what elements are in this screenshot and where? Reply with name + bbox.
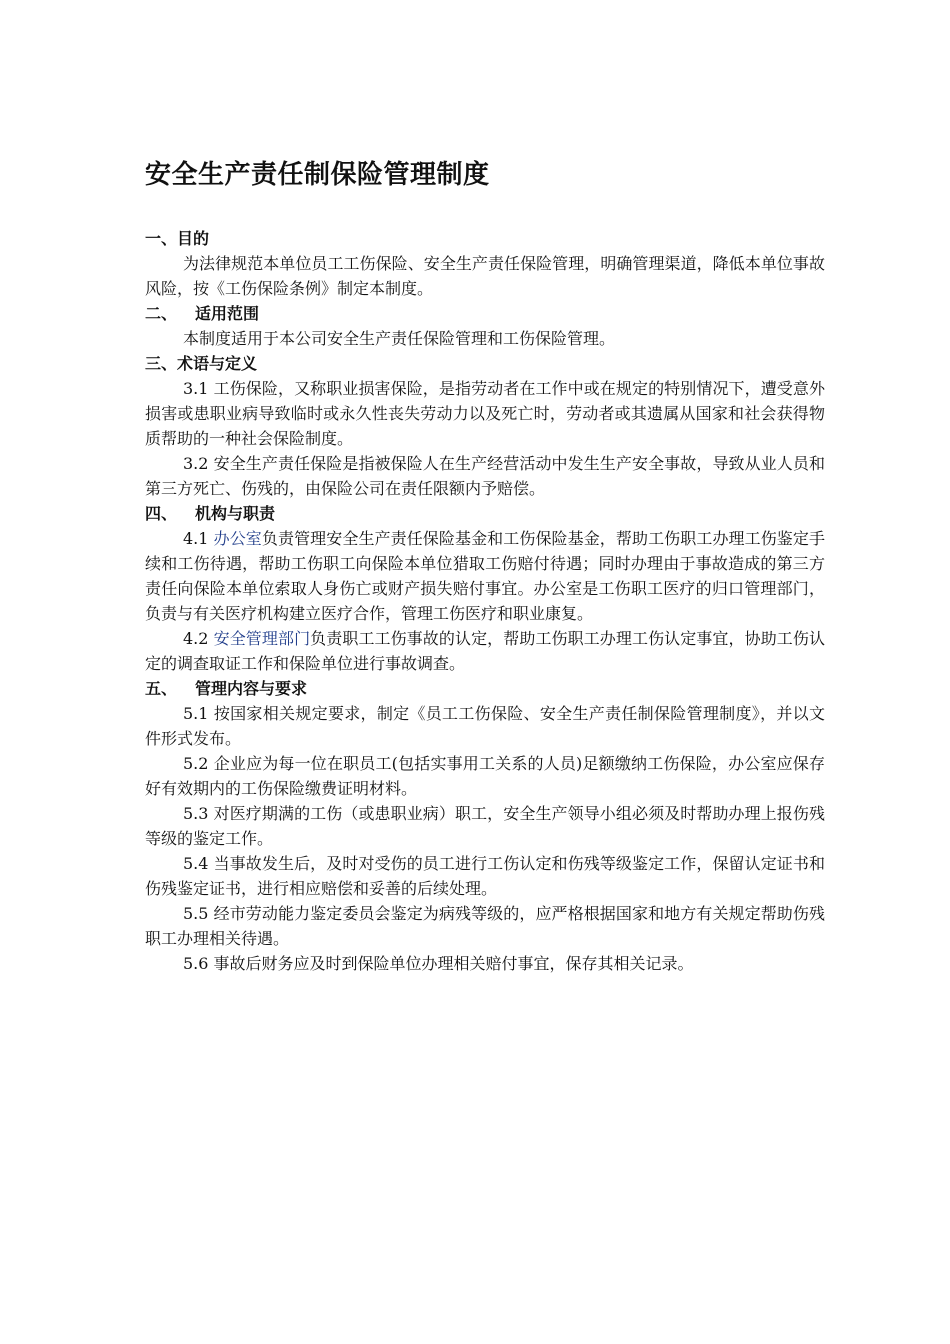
safety-department-link[interactable]: 安全管理部门 [213,629,311,648]
document-page [145,150,825,976]
clause-text: 负责管理安全生产责任保险基金和工伤保险基金，帮助工伤职工办理工伤鉴定手续和工伤待遇，帮助工伤职工向保险本单位猎取工伤赔付待遇；同时办理由于事故造成的第三方责任向保险本单位索取人身伤亡或财产损失赔付事宜。办公室是工伤职工医疗的归口管理部门，负责与有关医疗机构建立医疗合作，管理工伤医疗和职业康复。 [145,529,825,623]
paragraph: 本制度适用于本公司安全生产责任保险管理和工伤保险管理。 [183,329,616,348]
paragraph: 5.1 按国家相关规定要求，制定《员工工伤保险、安全生产责任制保险管理制度》，并以文件形式发布。 [145,704,825,748]
paragraph: 为法律规范本单位员工工伤保险、安全生产责任保险管理，明确管理渠道，降低本单位事故风险，按《工伤保险条例》制定本制度。 [145,254,825,298]
section-number: 二、 [145,304,178,323]
section-title: 目的 [177,229,210,248]
paragraph [145,626,825,676]
clause-text: 负责职工工伤事故的认定，帮助工伤职工办理工伤认定事宜，协助工伤认定的调查取证工作和保险单位进行事故调查。 [145,629,825,673]
section-definitions [145,351,825,501]
section-management-requirements [145,676,825,976]
section-scope [145,301,825,351]
paragraph: 5.2 企业应为每一位在职员工(包括实事用工关系的人员)足额缴纳工伤保险，办公室应保存好有效期内的工伤保险缴费证明材料。 [145,754,825,798]
paragraph: 5.3 对医疗期满的工伤（或患职业病）职工，安全生产领导小组必须及时帮助办理上报伤残等级的鉴定工作。 [145,804,825,848]
section-title: 适用范围 [195,304,260,323]
office-link[interactable]: 办公室 [213,529,262,548]
section-heading [145,301,825,326]
clause-number: 4.2 [183,629,214,648]
section-heading [145,501,825,526]
section-heading [145,676,825,701]
section-number: 五、 [145,679,178,698]
section-heading [145,351,825,376]
section-purpose [145,226,825,301]
section-title: 管理内容与要求 [195,679,308,698]
paragraph: 5.5 经市劳动能力鉴定委员会鉴定为病残等级的，应严格根据国家和地方有关规定帮助伤残职工办理相关待遇。 [145,904,825,948]
section-number: 一、 [145,229,178,248]
section-number: 三、 [145,354,178,373]
paragraph: 3.1 工伤保险，又称职业损害保险，是指劳动者在工作中或在规定的特别情况下，遭受意外损害或患职业病导致临时或永久性丧失劳动力以及死亡时，劳动者或其遗属从国家和社会获得物质帮助的一种社会保险制度。 [145,379,825,448]
section-title: 机构与职责 [195,504,276,523]
document-title: 安全生产责任制保险管理制度 [145,160,490,190]
section-title: 术语与定义 [177,354,258,373]
section-number: 四、 [145,504,178,523]
paragraph: 5.4 当事故发生后，及时对受伤的员工进行工伤认定和伤残等级鉴定工作，保留认定证书和伤残鉴定证书，进行相应赔偿和妥善的后续处理。 [145,854,825,898]
section-heading [145,226,825,251]
paragraph: 5.6 事故后财务应及时到保险单位办理相关赔付事宜，保存其相关记录。 [183,954,694,973]
paragraph: 3.2 安全生产责任保险是指被保险人在生产经营活动中发生生产安全事故，导致从业人员和第三方死亡、伤残的，由保险公司在责任限额内予赔偿。 [145,454,825,498]
paragraph [145,526,825,626]
section-responsibilities [145,501,825,676]
clause-number: 4.1 [183,529,214,548]
